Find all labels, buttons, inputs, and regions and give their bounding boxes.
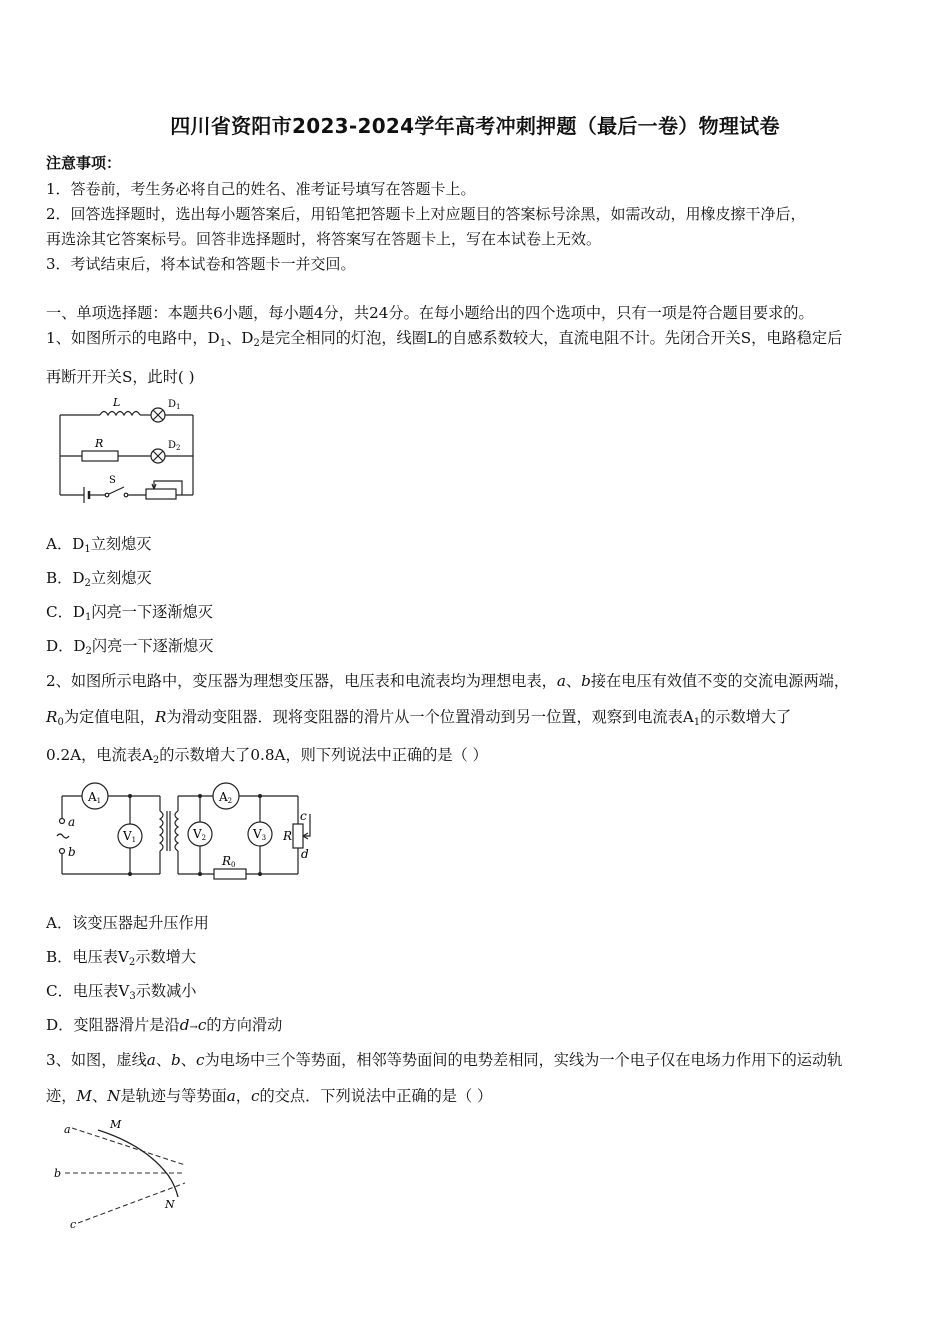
q2-fig-terminal-b: b [68, 845, 76, 859]
q3-field-figure [50, 1115, 200, 1235]
q2-fig-label-c: c [300, 809, 307, 823]
q3-fig-label-c: c [70, 1218, 77, 1231]
q2-fig-label-d: d [301, 847, 309, 861]
q2-option-d: D．变阻器滑片是沿d→c的方向滑动 [46, 1016, 283, 1034]
q3-fig-label-b: b [54, 1167, 62, 1180]
q1-option-d: D．$D_2$闪亮一下逐渐熄灭 [46, 637, 214, 657]
q2-fig-voltmeter-v2: V2 [193, 827, 207, 842]
q1-option-c: C．$D_1$闪亮一下逐渐熄灭 [46, 603, 213, 623]
q1-fig-label-S: S [109, 475, 116, 486]
q2-option-c: C．电压表$V_3$示数减小 [46, 982, 197, 1002]
q2-fig-voltmeter-v3: V3 [253, 827, 267, 842]
q3-fig-label-a: a [64, 1123, 71, 1136]
q3-stem-line1: 3、如图，虚线a、b、c为电场中三个等势面，相邻等势面间的电势差相同，实线为一个电子仅在电场力作用下的运动轨 [46, 1051, 843, 1069]
q1-stem-line1: 1、如图所示的电路中，$D_1$、$D_2$是完全相同的灯泡，线圈L的自感系数较大，直流电阻不计。先闭合开关S，电路稳定后 [46, 329, 843, 349]
q3-fig-label-n: N [165, 1198, 175, 1211]
q2-option-a: A．该变压器起升压作用 [46, 914, 209, 932]
notice-item-2-cont: 再选涂其它答案标号。回答非选择题时，将答案写在答题卡上，写在本试卷上无效。 [46, 230, 602, 248]
q1-option-b: B．$D_2$立刻熄灭 [46, 569, 152, 589]
q2-fig-label-r: R [283, 829, 293, 843]
section-heading: 一、单项选择题：本题共6小题，每小题4分，共24分。在每小题给出的四个选项中，只有一项是符合题目要求的。 [46, 304, 814, 322]
q1-fig-label-D1: $D_1$ [168, 399, 181, 411]
q1-stem-line2: 再断开开关S，此时( ) [46, 368, 195, 386]
q2-fig-terminal-a: a [68, 815, 76, 829]
q2-stem-line2: $R_0$为定值电阻，R为滑动变阻器．现将变阻器的滑片从一个位置滑动到另一位置，观察到电流表$A_1$的示数增大了 [46, 708, 792, 728]
notice-item-1: 1．答卷前，考生务必将自己的姓名、准考证号填写在答题卡上。 [46, 180, 476, 198]
q1-option-a: A．$D_1$立刻熄灭 [46, 535, 152, 555]
notice-item-3: 3．考试结束后，将本试卷和答题卡一并交回。 [46, 255, 356, 273]
q2-fig-label-r0: R0 [222, 854, 236, 869]
q2-fig-voltmeter-v1: V1 [123, 829, 137, 844]
q2-fig-ammeter-a2: A2 [219, 790, 233, 805]
q2-stem-line1: 2、如图所示电路中，变压器为理想变压器，电压表和电流表均为理想电表，a、b接在电压有效值不变的交流电源两端， [46, 672, 850, 690]
q1-circuit-figure [50, 393, 210, 508]
q3-stem-line2: 迹，M、N是轨迹与等势面a，c的交点．下列说法中正确的是（ ） [46, 1087, 493, 1105]
q2-circuit-figure [50, 776, 340, 886]
q1-fig-label-L: L [113, 396, 121, 409]
notice-heading: 注意事项： [46, 154, 122, 172]
q2-option-b: B．电压表$V_2$示数增大 [46, 948, 197, 968]
page-title: 四川省资阳市2023-2024学年高考冲刺押题（最后一卷）物理试卷 [170, 114, 780, 138]
notice-item-2: 2．回答选择题时，选出每小题答案后，用铅笔把答题卡上对应题目的答案标号涂黑，如需改动，用橡皮擦干净后， [46, 205, 806, 223]
q2-stem-line3: 0.2A，电流表$A_2$的示数增大了0.8A，则下列说法中正确的是（ ） [46, 746, 488, 766]
q1-fig-label-R: R [95, 437, 104, 450]
q1-fig-label-D2: $D_2$ [168, 440, 181, 452]
q3-fig-label-m: M [110, 1118, 122, 1131]
q2-fig-ammeter-a1: A1 [88, 790, 102, 805]
